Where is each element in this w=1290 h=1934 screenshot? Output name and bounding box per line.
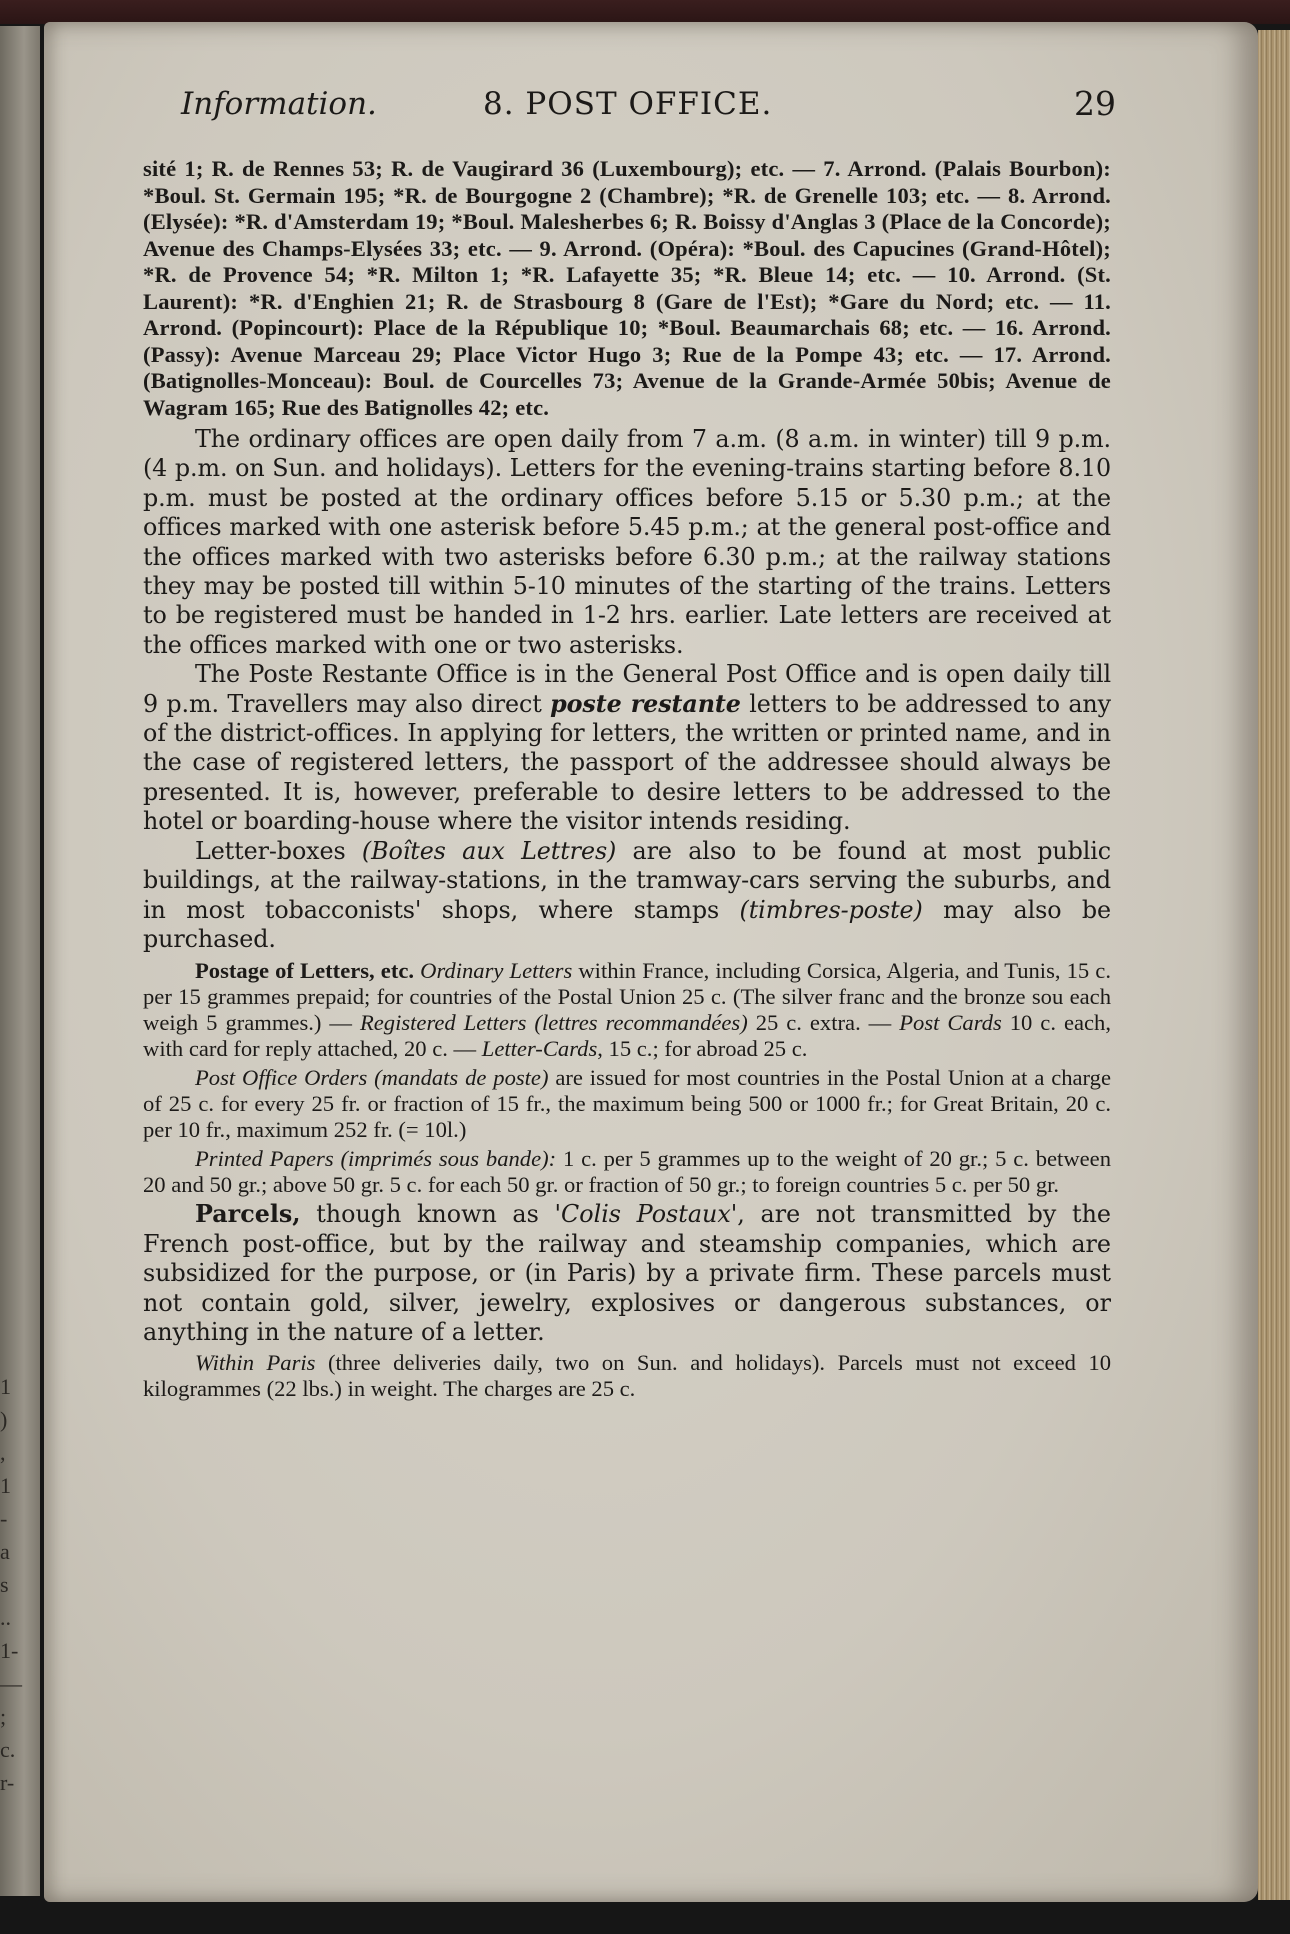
margin-fragment: ..: [0, 1605, 11, 1630]
margin-fragment: ): [0, 1407, 8, 1432]
book-cover-edge: [0, 0, 1290, 24]
opening-hours-paragraph: The ordinary offices are open daily from 7 a.m. (8 a.m. in winter) till 9 p.m. (4 p.m. on Sun. and holidays). Letters for the evening-trains starting before 8.10 p.m. must be posted at the ordinary offices before 5.15 or 5.30 p.m.; at the offices marked with one asterisk before 5.45 p.m.; at the general post-office and the offices marked with two asterisks before 6.30 p.m.; at the railway stations they may be posted till within 5-10 minutes of the starting of the trains. Letters to be registered must be handed in 1-2 hrs. earlier. Late letters are received at the offices marked with one or two asterisks.: [143, 425, 1111, 659]
margin-fragment: 1: [0, 1473, 11, 1498]
poste-restante-paragraph: The Poste Restante Office is in the General Post Office and is open daily till 9 p.m. Travellers may also direct poste restante letters to be addressed to any of the district-offices. In applying for letters, the written or printed name, and in the case of registered letters, the passport of the addressee should always be presented. It is, however, preferable to desire letters to be addressed to the hotel or boarding-house where the visitor intends residing.: [143, 660, 1111, 836]
letter-boxes-paragraph: Letter-boxes (Boîtes aux Lettres) are also to be found at most public buildings, at the railway-stations, in the tramway-cars serving the suburbs, and in most tobacconists' shops, where stamps (timbres-poste) may also be purchased.: [143, 836, 1111, 953]
margin-fragment: 1-: [0, 1638, 19, 1663]
margin-fragment: —: [0, 1671, 22, 1696]
header-section: Information.: [181, 86, 377, 122]
margin-fragment: c.: [0, 1737, 16, 1762]
running-header: [143, 84, 1116, 128]
margin-fragment: ,: [0, 1440, 6, 1465]
margin-fragment: -: [0, 1506, 8, 1531]
margin-fragment: ;: [0, 1704, 7, 1729]
header-title: 8. POST OFFICE.: [483, 86, 773, 122]
printed-papers-paragraph: Printed Papers (imprimés sous bande): 1 c. per 5 grammes up to the weight of 20 gr.; 5 c. between 20 and 50 gr.; above 50 gr. 5 c. for each 50 gr. or fraction of 50 gr.; to foreign countries 5 c. per 50 gr.: [143, 1146, 1111, 1198]
page-text: [143, 84, 1116, 1402]
margin-fragment: 1: [0, 1374, 11, 1399]
margin-fragment: r-: [0, 1770, 15, 1795]
page-edges: [1258, 30, 1290, 1900]
post-offices-list: sité 1; R. de Rennes 53; R. de Vaugirard 36 (Luxembourg); etc. — 7. Arrond. (Palais Bourbon): *Boul. St. Germain 195; *R. de Bourgogne 2 (Chambre); *R. de Grenelle 103; etc. — 8. Arrond. (Elysée): *R. d'Amsterdam 19; *Boul. Malesherbes 6; R. Boissy d'Anglas 3 (Place de la Concorde); Avenue des Champs-Elysées 33; etc. — 9. Arrond. (Opéra): *Boul. des Capucines (Grand-Hôtel); *R. de Provence 54; *R. Milton 1; *R. Lafayette 35; *R. Bleue 14; etc. — 10. Arrond. (St. Laurent): *R. d'Enghien 21; R. de Strasbourg 8 (Gare de l'Est); *Gare du Nord; etc. — 11. Arrond. (Popincourt): Place de la République 10; *Boul. Beaumarchais 68; etc. — 16. Arrond. (Passy): Avenue Marceau 29; Place Victor Hugo 3; Rue de la Pompe 43; etc. — 17. Arrond. (Batignolles-Monceau): Boul. de Courcelles 73; Avenue de la Grande-Armée 50bis; Avenue de Wagram 165; Rue des Batignolles 42; etc.: [143, 156, 1111, 420]
facing-page-text-fragments: [0, 1370, 24, 1830]
within-paris-paragraph: Within Paris (three deliveries daily, two on Sun. and holidays). Parcels must not exceed 10 kilogrammes (22 lbs.) in weight. The charges are 25 c.: [143, 1350, 1111, 1402]
post-office-orders-paragraph: Post Office Orders (mandats de poste) are issued for most countries in the Postal Union at a charge of 25 c. for every 25 fr. or fraction of 15 fr., the maximum being 500 or 1000 fr.; for Great Britain, 20 c. per 10 fr., maximum 252 fr. (= 10l.): [143, 1065, 1112, 1143]
page-number: 29: [1074, 84, 1116, 123]
postage-paragraph: Postage of Letters, etc. Ordinary Letters within France, including Corsica, Algeria, and Tunis, 15 c. per 15 grammes prepaid; for countries of the Postal Union 25 c. (The silver franc and the bronze sou each weigh 5 grammes.) — Registered Letters (lettres recommandées) 25 c. extra. — Post Cards 10 c. each, with card for reply attached, 20 c. — Letter-Cards, 15 c.; for abroad 25 c.: [143, 958, 1111, 1062]
margin-fragment: a: [0, 1539, 10, 1564]
margin-fragment: s: [0, 1572, 9, 1597]
parcels-paragraph: Parcels, though known as 'Colis Postaux', are not transmitted by the French post-office, but by the railway and steamship companies, which are subsidized for the purpose, or (in Paris) by a private firm. These parcels must not contain gold, silver, jewelry, explosives or dangerous substances, or anything in the nature of a letter.: [143, 1200, 1111, 1346]
